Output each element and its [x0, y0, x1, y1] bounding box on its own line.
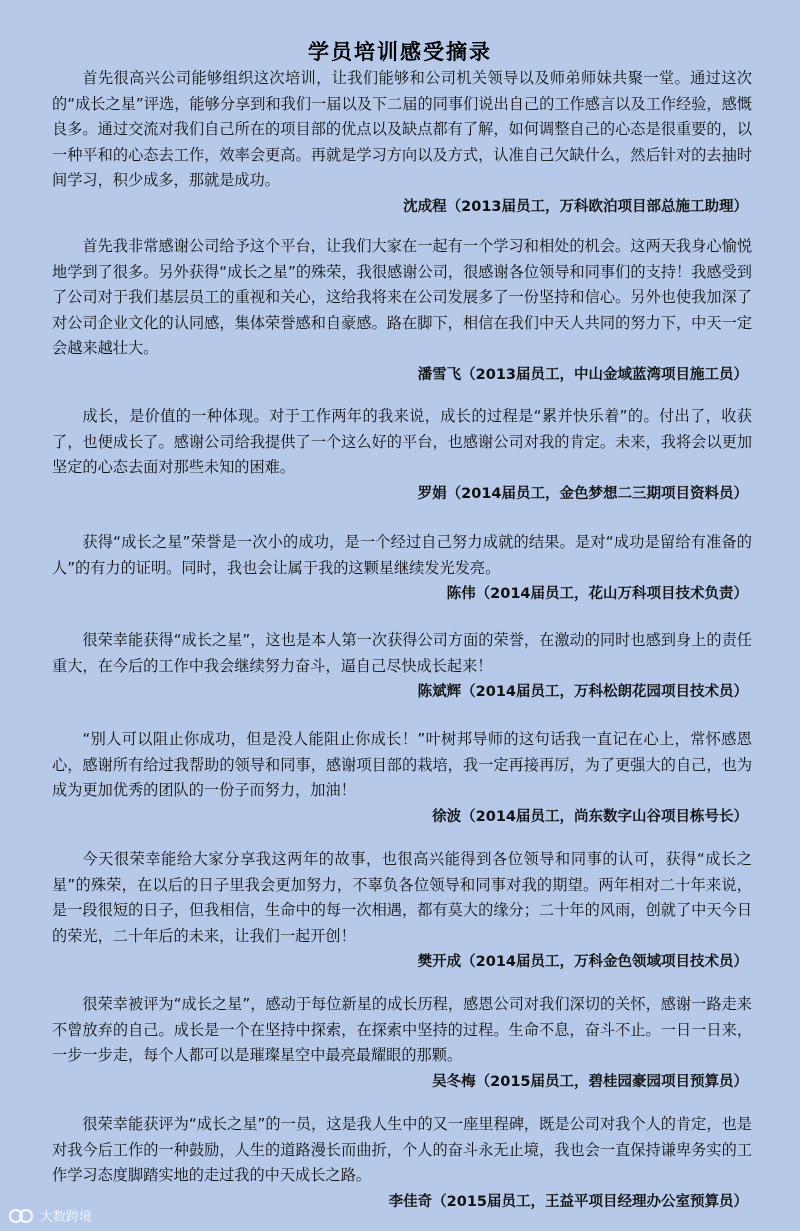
entry-3 [52, 404, 752, 507]
entry-text: 很荣幸能获得“成长之星”，这也是本人第一次获得公司方面的荣誉，在激动的同时也感到身上的责任重大，在今后的工作中我会继续努力奋斗，逼自己尽快成长起来！ [52, 631, 752, 675]
entry-8 [52, 992, 752, 1095]
entry-signature: 沈成程（2013届员工，万科欧泊项目部总施工助理） [403, 198, 748, 215]
entry-signature: 罗娟（2014届员工，金色梦想二三期项目资料员） [417, 485, 748, 502]
watermark [8, 1206, 92, 1225]
entry-text: 成长，是价值的一种体现。对于工作两年的我来说，成长的过程是“累并快乐着”的。付出了，收获了，也便成长了。感谢公司给我提供了一个这么好的平台，也感谢公司对我的肯定。未来，我将会以更加坚定的心态去面对那些未知的困难。 [52, 407, 752, 476]
entry-signature: 吴冬梅（2015届员工，碧桂园豪园项目预算员） [432, 1073, 748, 1090]
entry-7 [52, 847, 752, 975]
entry-9 [52, 1112, 752, 1215]
watermark-logo-icon [8, 1208, 34, 1224]
entry-text: 很荣幸能获评为“成长之星”的一员，这是我人生中的又一座里程碑，既是公司对我个人的肯定，也是对我今后工作的一种鼓励，人生的道路漫长而曲折，个人的奋斗永无止境，我也会一直保持谦卑务实的工作学习态度脚踏实地的走过我的中天成长之路。 [52, 1115, 752, 1184]
entry-text: 首先很高兴公司能够组织这次培训，让我们能够和公司机关领导以及师弟师妹共聚一堂。通过这次的“成长之星”评选，能够分享到和我们一届以及下二届的同事们说出自己的工作感言以及工作经验，感慨良多。通过交流对我们自己所在的项目部的优点以及缺点都有了解，如何调整自己的心态是很重要的，以一种平和的心态去工作，效率会更高。再就是学习方向以及方式，认准自己欠缺什么，然后针对的去抽时间学习，积少成多，那就是成功。 [52, 69, 752, 189]
entry-4 [52, 530, 752, 607]
entry-signature: 徐波（2014届员工，尚东数字山谷项目栋号长） [432, 808, 748, 825]
entry-5 [52, 628, 752, 705]
entry-2 [52, 234, 752, 388]
entry-text: 今天很荣幸能给大家分享我这两年的故事，也很高兴能得到各位领导和同事的认可，获得“成长之星”的殊荣，在以后的日子里我会更加努力，不辜负各位领导和同事对我的期望。两年相对二十年来说，是一段很短的日子，但我相信，生命中的每一次相遇，都有莫大的缘分；二十年的风雨，创就了中天今日的荣光，二十年后的未来，让我们一起开创！ [52, 850, 752, 945]
entry-signature: 陈伟（2014届员工，花山万科项目技术负责） [446, 586, 748, 602]
watermark-text: 大数跨境 [40, 1210, 93, 1225]
entry-signature: 樊开成（2014届员工，万科金色领域项目技术员） [417, 954, 748, 970]
entry-text: 很荣幸被评为“成长之星”，感动于每位新星的成长历程，感恩公司对我们深切的关怀，感谢一路走来不曾放弃的自己。成长是一个在坚持中探索，在探索中坚持的过程。生命不息，奋斗不止。一日一日来，一步一步走，每个人都可以是璀璨星空中最亮最耀眼的那颗。 [52, 995, 752, 1064]
entry-signature: 潘雪飞（2013届员工，中山金域蓝湾项目施工员） [417, 366, 748, 383]
entry-6 [52, 727, 752, 830]
entry-signature: 李佳奇（2015届员工，王益平项目经理办公室预算员） [388, 1193, 748, 1210]
entry-1 [52, 66, 752, 220]
document-title: 学员培训感受摘录 [308, 40, 492, 64]
entry-signature: 陈斌辉（2014届员工，万科松朗花园项目技术员） [417, 684, 748, 700]
entry-text: 获得“成长之星”荣誉是一次小的成功，是一个经过自己努力成就的结果。是对“成功是留给有准备的人”的有力的证明。同时，我也会让属于我的这颗星继续发光发亮。 [52, 533, 752, 577]
entry-text: “别人可以阻止你成功，但是没人能阻止你成长！”叶树邦导师的这句话我一直记在心上，常怀感恩心，感谢所有给过我帮助的领导和同事，感谢项目部的栽培，我一定再接再厉，为了更强大的自己，也为成为更加优秀的团队的一份子而努力，加油！ [52, 730, 752, 799]
entry-text: 首先我非常感谢公司给予这个平台，让我们大家在一起有一个学习和相处的机会。这两天我身心愉悦地学到了很多。另外获得“成长之星”的殊荣，我很感谢公司，很感谢各位领导和同事们的支持！我感受到了公司对于我们基层员工的重视和关心，这给我将来在公司发展多了一份坚持和信心。另外也使我加深了对公司企业文化的认同感，集体荣誉感和自豪感。路在脚下，相信在我们中天人共同的努力下，中天一定会越来越壮大。 [52, 237, 752, 357]
